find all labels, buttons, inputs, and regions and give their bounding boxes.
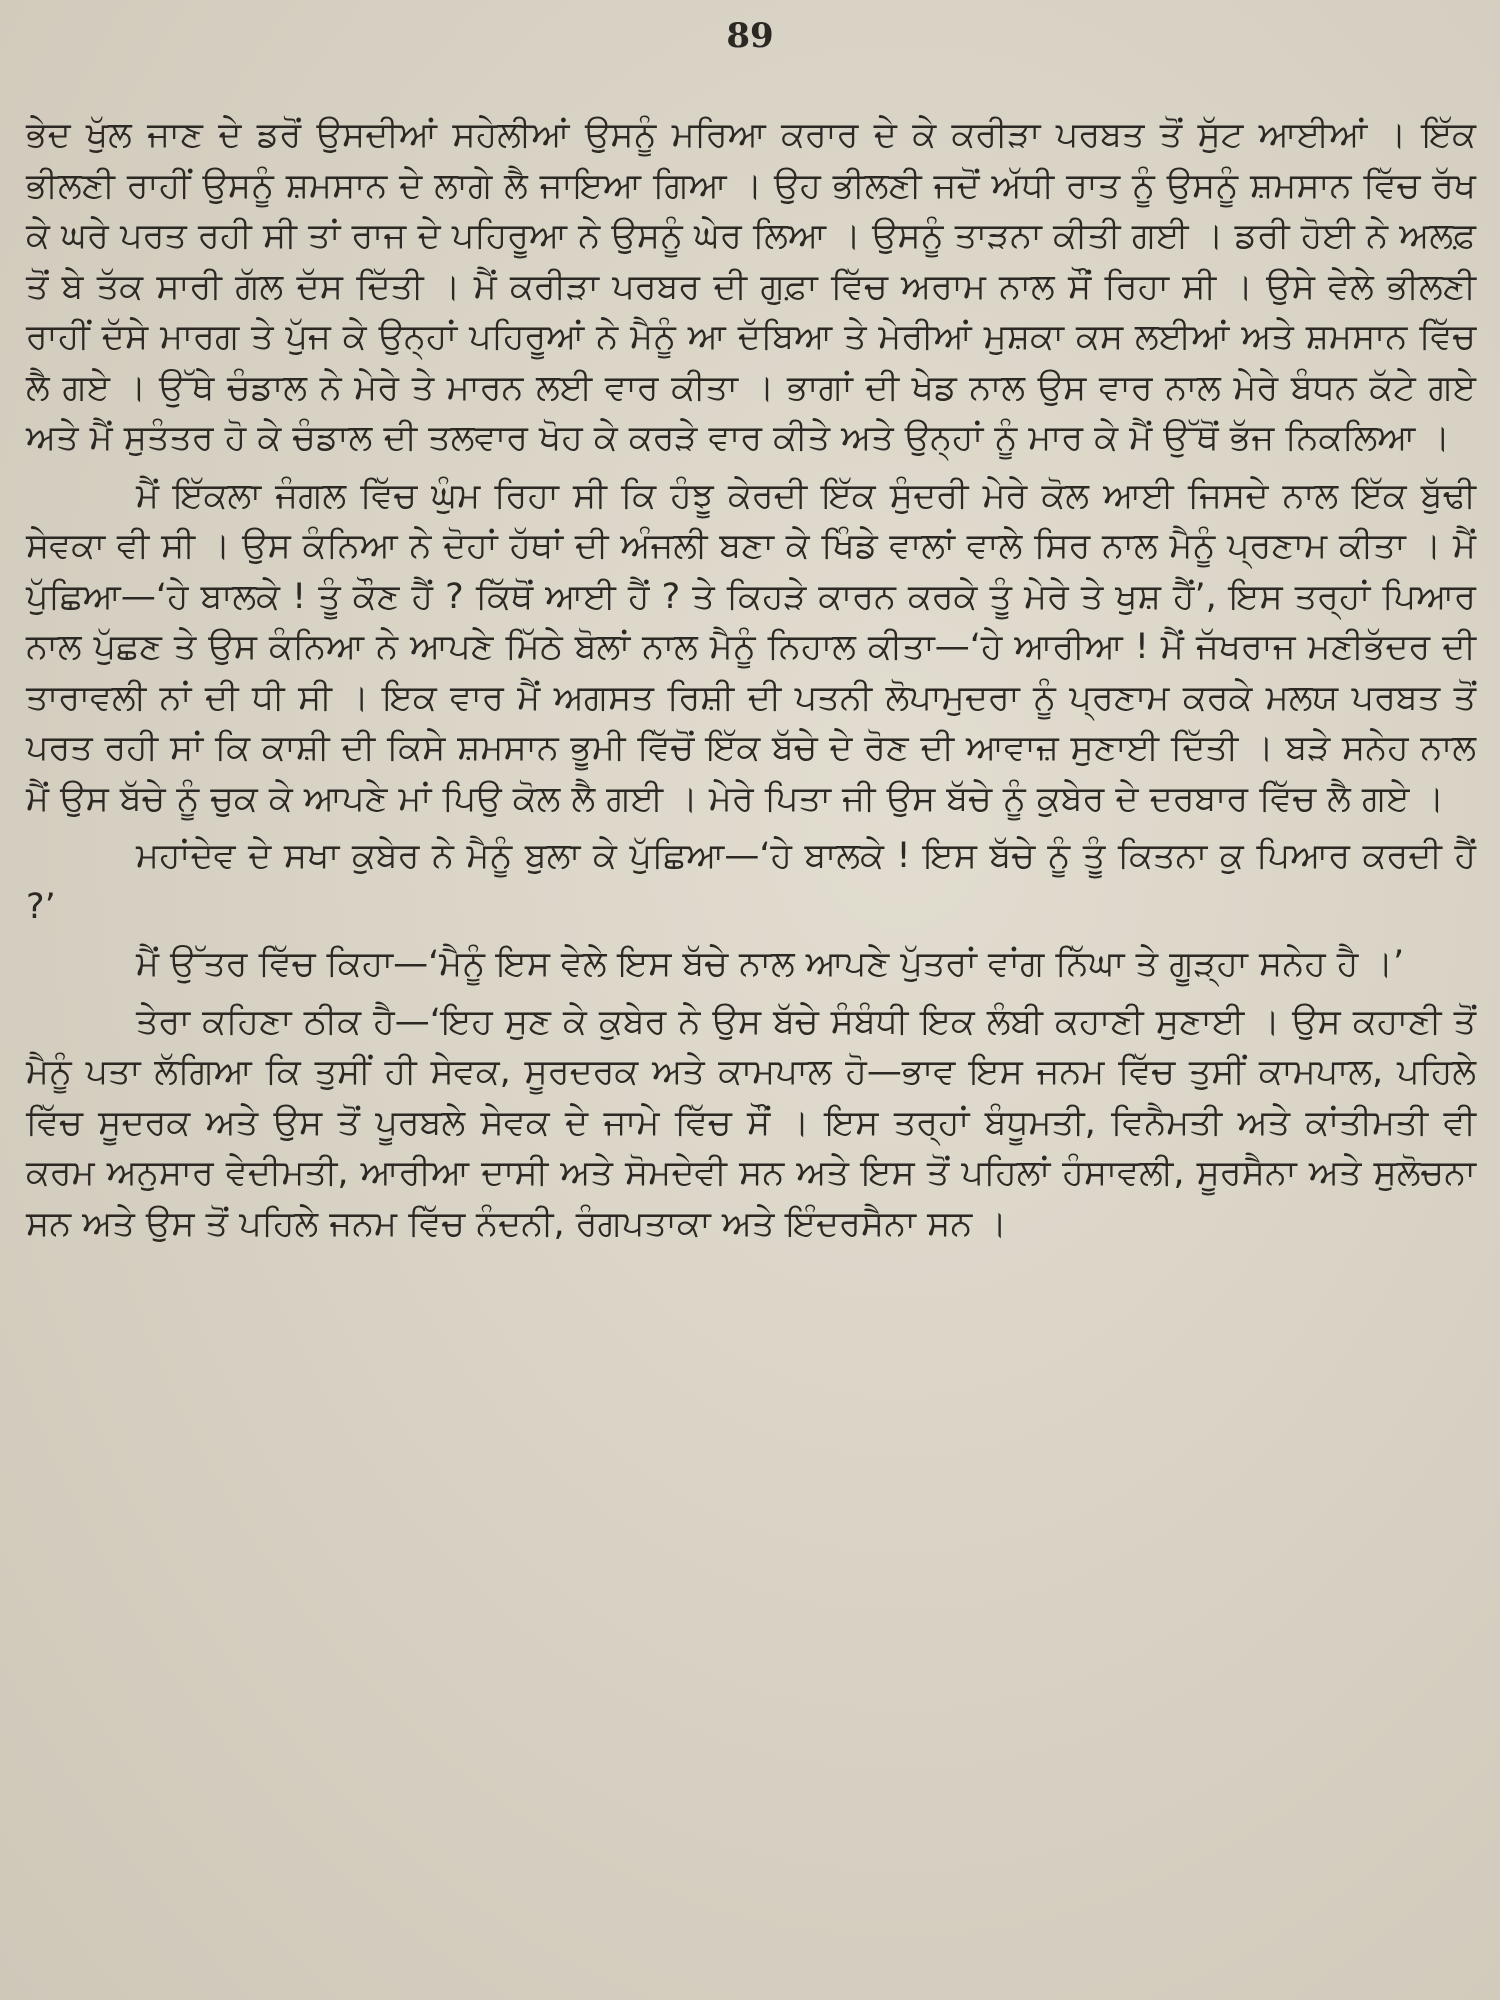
page-number: 89 — [726, 16, 774, 56]
paragraph-2: ਮੈਂ ਇੱਕਲਾ ਜੰਗਲ ਵਿੱਚ ਘੁੰਮ ਰਿਹਾ ਸੀ ਕਿ ਹੰਝੂ ਕੇਰਦੀ ਇੱਕ ਸੁੰਦਰੀ ਮੇਰੇ ਕੋਲ ਆਈ ਜਿਸਦੇ ਨਾਲ ਇੱਕ ਬੁੱਢੀ ਸੇਵਕਾ ਵੀ ਸੀ । ਉਸ ਕੰਨਿਆ ਨੇ ਦੋਹਾਂ ਹੱਥਾਂ ਦੀ ਅੰਜਲੀ ਬਣਾ ਕੇ ਖਿੰਡੇ ਵਾਲਾਂ ਵਾਲੇ ਸਿਰ ਨਾਲ ਮੈਨੂੰ ਪ੍ਰਣਾਮ ਕੀਤਾ । ਮੈਂ ਪੁੱਛਿਆ—‘ਹੇ ਬਾਲਕੇ ! ਤੂੰ ਕੌਣ ਹੈਂ ? ਕਿੱਥੋਂ ਆਈ ਹੈਂ ? ਤੇ ਕਿਹੜੇ ਕਾਰਨ ਕਰਕੇ ਤੂੰ ਮੇਰੇ ਤੇ ਖੁਸ਼ ਹੈਂ’, ਇਸ ਤਰ੍ਹਾਂ ਪਿਆਰ ਨਾਲ ਪੁੱਛਣ ਤੇ ਉਸ ਕੰਨਿਆ ਨੇ ਆਪਣੇ ਮਿੱਠੇ ਬੋਲਾਂ ਨਾਲ ਮੈਨੂੰ ਨਿਹਾਲ ਕੀਤਾ—‘ਹੇ ਆਰੀਆ ! ਮੈਂ ਜੱਖਰਾਜ ਮਣੀਭੱਦਰ ਦੀ ਤਾਰਾਵਲੀ ਨਾਂ ਦੀ ਧੀ ਸੀ । ਇਕ ਵਾਰ ਮੈਂ ਅਗਸਤ ਰਿਸ਼ੀ ਦੀ ਪਤਨੀ ਲੋਪਾਮੁਦਰਾ ਨੂੰ ਪ੍ਰਣਾਮ ਕਰਕੇ ਮਲਯ ਪਰਬਤ ਤੋਂ ਪਰਤ ਰਹੀ ਸਾਂ ਕਿ ਕਾਸ਼ੀ ਦੀ ਕਿਸੇ ਸ਼ਮਸਾਨ ਭੂਮੀ ਵਿੱਚੋਂ ਇੱਕ ਬੱਚੇ ਦੇ ਰੋਣ ਦੀ ਆਵਾਜ਼ ਸੁਣਾਈ ਦਿੱਤੀ । ਬੜੇ ਸਨੇਹ ਨਾਲ ਮੈਂ ਉਸ ਬੱਚੇ ਨੂੰ ਚੁਕ ਕੇ ਆਪਣੇ ਮਾਂ ਪਿਉ ਕੋਲ ਲੈ ਗਈ । ਮੇਰੇ ਪਿਤਾ ਜੀ ਉਸ ਬੱਚੇ ਨੂੰ ਕੁਬੇਰ ਦੇ ਦਰਬਾਰ ਵਿੱਚ ਲੈ ਗਏ । — [26, 475, 1476, 819]
body-text — [26, 110, 1476, 1256]
paragraph-1: ਭੇਦ ਖੁੱਲ ਜਾਣ ਦੇ ਡਰੋਂ ਉਸਦੀਆਂ ਸਹੇਲੀਆਂ ਉਸਨੂੰ ਮਰਿਆ ਕਰਾਰ ਦੇ ਕੇ ਕਰੀੜਾ ਪਰਬਤ ਤੋਂ ਸੁੱਟ ਆਈਆਂ । ਇੱਕ ਭੀਲਣੀ ਰਾਹੀਂ ਉਸਨੂੰ ਸ਼ਮਸਾਨ ਦੇ ਲਾਗੇ ਲੈ ਜਾਇਆ ਗਿਆ । ਉਹ ਭੀਲਣੀ ਜਦੋਂ ਅੱਧੀ ਰਾਤ ਨੂੰ ਉਸਨੂੰ ਸ਼ਮਸਾਨ ਵਿੱਚ ਰੱਖ ਕੇ ਘਰੇ ਪਰਤ ਰਹੀ ਸੀ ਤਾਂ ਰਾਜ ਦੇ ਪਹਿਰੂਆ ਨੇ ਉਸਨੂੰ ਘੇਰ ਲਿਆ । ਉਸਨੂੰ ਤਾੜਨਾ ਕੀਤੀ ਗਈ । ਡਰੀ ਹੋਈ ਨੇ ਅਲਫ਼ ਤੋਂ ਬੇ ਤੱਕ ਸਾਰੀ ਗੱਲ ਦੱਸ ਦਿੱਤੀ । ਮੈਂ ਕਰੀੜਾ ਪਰਬਰ ਦੀ ਗੁਫ਼ਾ ਵਿੱਚ ਅਰਾਮ ਨਾਲ ਸੌਂ ਰਿਹਾ ਸੀ । ਉਸੇ ਵੇਲੇ ਭੀਲਣੀ ਰਾਹੀਂ ਦੱਸੇ ਮਾਰਗ ਤੇ ਪੁੱਜ ਕੇ ਉਨ੍ਹਾਂ ਪਹਿਰੂਆਂ ਨੇ ਮੈਨੂੰ ਆ ਦੱਬਿਆ ਤੇ ਮੇਰੀਆਂ ਮੁਸ਼ਕਾ ਕਸ ਲਈਆਂ ਅਤੇ ਸ਼ਮਸਾਨ ਵਿੱਚ ਲੈ ਗਏ । ਉੱਥੇ ਚੰਡਾਲ ਨੇ ਮੇਰੇ ਤੇ ਮਾਰਨ ਲਈ ਵਾਰ ਕੀਤਾ । ਭਾਗਾਂ ਦੀ ਖੇਡ ਨਾਲ ਉਸ ਵਾਰ ਨਾਲ ਮੇਰੇ ਬੰਧਨ ਕੱਟੇ ਗਏ ਅਤੇ ਮੈਂ ਸੁਤੰਤਰ ਹੋ ਕੇ ਚੰਡਾਲ ਦੀ ਤਲਵਾਰ ਖੋਹ ਕੇ ਕਰੜੇ ਵਾਰ ਕੀਤੇ ਅਤੇ ਉਨ੍ਹਾਂ ਨੂੰ ਮਾਰ ਕੇ ਮੈਂ ਉੱਥੋਂ ਭੱਜ ਨਿਕਲਿਆ । — [26, 115, 1476, 458]
paragraph-3: ਮਹਾਂਦੇਵ ਦੇ ਸਖਾ ਕੁਬੇਰ ਨੇ ਮੈਨੂੰ ਬੁਲਾ ਕੇ ਪੁੱਛਿਆ—‘ਹੇ ਬਾਲਕੇ ! ਇਸ ਬੱਚੇ ਨੂੰ ਤੂੰ ਕਿਤਨਾ ਕੁ ਪਿਆਰ ਕਰਦੀ ਹੈਂ ?’ — [26, 836, 1476, 927]
paragraph-5: ਤੇਰਾ ਕਹਿਣਾ ਠੀਕ ਹੈ—‘ਇਹ ਸੁਣ ਕੇ ਕੁਬੇਰ ਨੇ ਉਸ ਬੱਚੇ ਸੰਬੰਧੀ ਇਕ ਲੰਬੀ ਕਹਾਣੀ ਸੁਣਾਈ । ਉਸ ਕਹਾਣੀ ਤੋਂ ਮੈਨੂੰ ਪਤਾ ਲੱਗਿਆ ਕਿ ਤੁਸੀਂ ਹੀ ਸੇਵਕ, ਸੂਰਦਰਕ ਅਤੇ ਕਾਮਪਾਲ ਹੋ—ਭਾਵ ਇਸ ਜਨਮ ਵਿੱਚ ਤੁਸੀਂ ਕਾਮਪਾਲ, ਪਹਿਲੇ ਵਿੱਚ ਸੂਦਰਕ ਅਤੇ ਉਸ ਤੋਂ ਪੂਰਬਲੇ ਸੇਵਕ ਦੇ ਜਾਮੇ ਵਿੱਚ ਸੌਂ । ਇਸ ਤਰ੍ਹਾਂ ਬੰਧੂਮਤੀ, ਵਿਨੈਮਤੀ ਅਤੇ ਕਾਂਤੀਮਤੀ ਵੀ ਕਰਮ ਅਨੁਸਾਰ ਵੇਦੀਮਤੀ, ਆਰੀਆ ਦਾਸੀ ਅਤੇ ਸੋਮਦੇਵੀ ਸਨ ਅਤੇ ਇਸ ਤੋਂ ਪਹਿਲਾਂ ਹੰਸਾਵਲੀ, ਸੂਰਸੈਨਾ ਅਤੇ ਸੁਲੋਚਨਾ ਸਨ ਅਤੇ ਉਸ ਤੋਂ ਪਹਿਲੇ ਜਨਮ ਵਿੱਚ ਨੰਦਨੀ, ਰੰਗਪਤਾਕਾ ਅਤੇ ਇੰਦਰਸੈਨਾ ਸਨ । — [26, 1001, 1476, 1244]
paragraph-4: ਮੈਂ ਉੱਤਰ ਵਿੱਚ ਕਿਹਾ—‘ਮੈਨੂੰ ਇਸ ਵੇਲੇ ਇਸ ਬੱਚੇ ਨਾਲ ਆਪਣੇ ਪੁੱਤਰਾਂ ਵਾਂਗ ਨਿੱਘਾ ਤੇ ਗੂੜ੍ਹਾ ਸਨੇਹ ਹੈ ।’ — [136, 944, 1405, 984]
